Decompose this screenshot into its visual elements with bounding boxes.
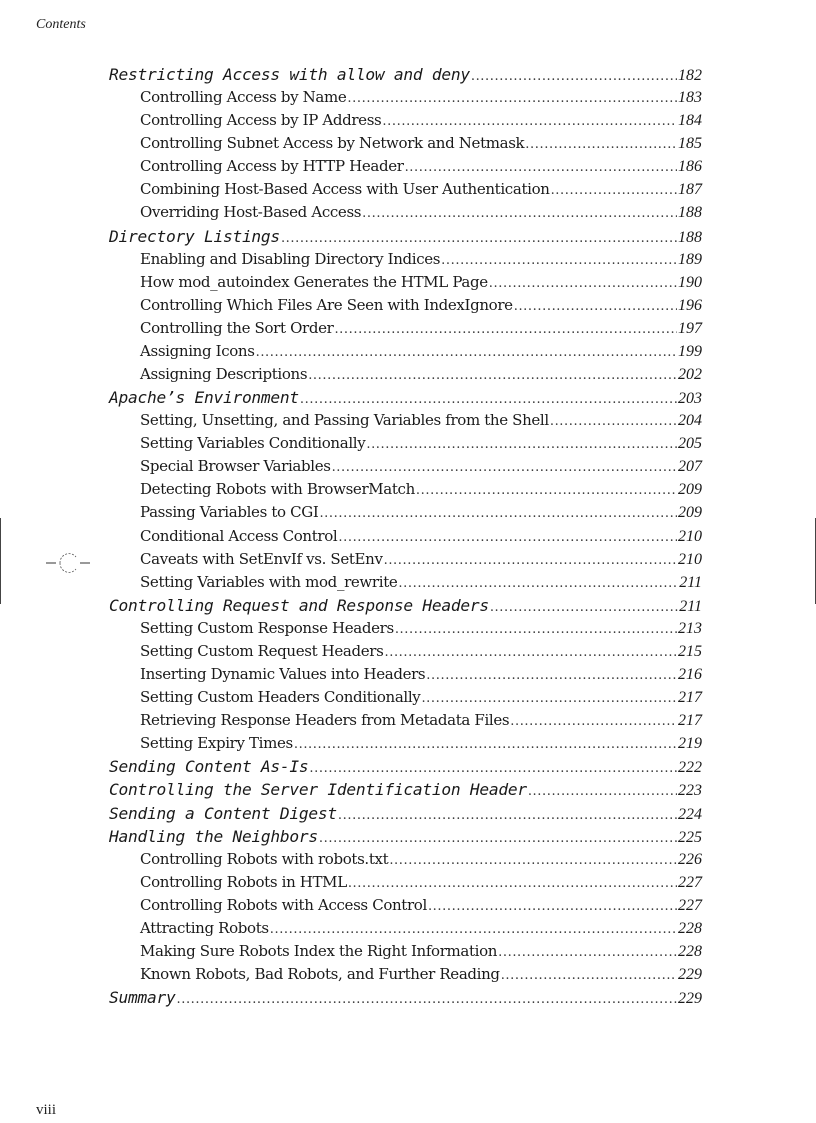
toc-entry-page-number: 227 [678, 873, 702, 891]
toc-subsection-entry [0, 455, 702, 478]
toc-section-entry [0, 63, 702, 86]
toc-entry-page-number: 202 [678, 366, 702, 384]
dot-leader [270, 918, 677, 941]
toc-entry-title: Attracting Robots [140, 918, 269, 937]
toc-subsection-entry [0, 640, 702, 663]
toc-subsection-entry [0, 501, 702, 524]
toc-entry-page-number: 182 [678, 67, 702, 84]
toc-entry-page-number: 204 [678, 412, 702, 430]
toc-entry-page-number: 219 [678, 735, 702, 753]
toc-entry-page-number: 225 [678, 828, 702, 846]
dot-leader [405, 156, 677, 179]
running-head: Contents [36, 17, 86, 32]
toc-entry-title: Directory Listings [109, 226, 280, 246]
toc-entry-title: Setting, Unsetting, and Passing Variables from the Shell [140, 411, 549, 430]
toc-entry-page-number: 203 [678, 390, 702, 408]
toc-entry-title: Setting Expiry Times [140, 734, 293, 753]
toc-entry-title: How mod_autoindex Generates the HTML Page [140, 272, 488, 291]
toc-subsection-entry [0, 663, 702, 686]
toc-entry-page-number: 227 [678, 896, 702, 914]
toc-subsection-entry [0, 201, 702, 224]
toc-entry-title: Apache’s Environment [109, 388, 299, 408]
toc-entry-title: Controlling Robots with robots.txt [140, 849, 389, 868]
toc-entry-page-number: 226 [678, 850, 702, 868]
dot-leader [501, 964, 677, 987]
toc-entry-title: Detecting Robots with BrowserMatch [140, 480, 415, 499]
toc-subsection-entry [0, 848, 702, 871]
dot-leader [176, 988, 677, 1011]
table-of-contents [0, 63, 816, 1009]
dot-leader [308, 364, 677, 387]
toc-section-entry [0, 802, 702, 825]
dot-leader [347, 87, 677, 110]
toc-entry-page-number: 184 [678, 112, 702, 130]
dot-leader [525, 133, 677, 156]
toc-subsection-entry [0, 294, 702, 317]
dot-leader [384, 641, 677, 664]
dot-leader [256, 341, 677, 364]
toc-subsection-entry [0, 271, 702, 294]
toc-entry-page-number: 187 [678, 181, 702, 199]
toc-subsection-entry [0, 432, 702, 455]
toc-entry-page-number: 211 [679, 597, 702, 615]
dot-leader [528, 780, 677, 803]
toc-entry-page-number: 210 [678, 550, 702, 568]
toc-entry-page-number: 228 [678, 942, 702, 960]
toc-entry-title: Passing Variables to CGI [140, 503, 319, 522]
toc-entry-title: Controlling Robots in HTML [140, 872, 347, 891]
toc-section-entry [0, 825, 702, 848]
toc-entry-page-number: 207 [678, 458, 702, 476]
toc-entry-page-number: 228 [678, 919, 702, 937]
toc-subsection-entry [0, 871, 702, 894]
toc-entry-title: Sending Content As-Is [109, 757, 309, 777]
toc-section-entry [0, 755, 702, 778]
toc-subsection-entry [0, 248, 702, 271]
toc-subsection-entry [0, 548, 702, 571]
toc-subsection-entry [0, 617, 702, 640]
dot-leader [489, 272, 677, 295]
toc-entry-title: Setting Custom Request Headers [140, 641, 384, 660]
toc-entry-page-number: 222 [678, 759, 702, 777]
dot-leader [281, 227, 677, 250]
dot-leader [550, 410, 677, 433]
toc-subsection-entry [0, 178, 702, 201]
toc-entry-title: Sending a Content Digest [109, 803, 337, 823]
toc-entry-page-number: 215 [678, 642, 702, 660]
toc-entry-page-number: 209 [678, 504, 702, 522]
toc-entry-title: Making Sure Robots Index the Right Information [140, 941, 498, 960]
toc-entry-title: Assigning Descriptions [140, 365, 308, 384]
toc-entry-page-number: 186 [678, 158, 702, 176]
toc-entry-page-number: 196 [678, 296, 702, 314]
toc-entry-title: Combining Host-Based Access with User Authentication [140, 180, 550, 199]
toc-entry-page-number: 199 [678, 342, 702, 360]
toc-entry-title: Controlling Robots with Access Control [140, 895, 427, 914]
dot-leader [416, 479, 677, 502]
toc-entry-title: Known Robots, Bad Robots, and Further Reading [140, 965, 500, 984]
toc-subsection-entry [0, 109, 702, 132]
toc-entry-title: Assigning Icons [140, 341, 255, 360]
toc-entry-page-number: 188 [678, 204, 702, 222]
toc-subsection-entry [0, 709, 702, 732]
dot-leader [490, 596, 678, 619]
toc-entry-title: Caveats with SetEnvIf vs. SetEnv [140, 549, 383, 568]
toc-entry-title: Controlling Access by IP Address [140, 111, 382, 130]
toc-entry-title: Controlling the Server Identification Header [109, 780, 527, 800]
toc-section-entry [0, 225, 702, 248]
toc-subsection-entry [0, 571, 702, 594]
toc-subsection-entry [0, 525, 702, 548]
dot-leader [510, 710, 677, 733]
toc-subsection-entry [0, 317, 702, 340]
toc-entry-page-number: 211 [679, 573, 702, 591]
dot-leader [319, 827, 677, 850]
dot-leader [338, 804, 677, 827]
toc-subsection-entry [0, 132, 702, 155]
toc-entry-title: Controlling the Sort Order [140, 318, 334, 337]
toc-entry-page-number: 197 [678, 319, 702, 337]
toc-entry-page-number: 224 [678, 805, 702, 823]
toc-entry-title: Retrieving Response Headers from Metadata Files [140, 711, 510, 730]
toc-entry-page-number: 213 [678, 619, 702, 637]
dot-leader [389, 849, 677, 872]
toc-entry-title: Overriding Host-Based Access [140, 203, 362, 222]
dot-leader [471, 65, 677, 88]
toc-entry-title: Handling the Neighbors [109, 826, 318, 846]
toc-subsection-entry [0, 409, 702, 432]
toc-entry-page-number: 188 [678, 228, 702, 246]
toc-entry-title: Summary [109, 988, 176, 1008]
toc-entry-page-number: 209 [678, 481, 702, 499]
toc-entry-page-number: 210 [678, 527, 702, 545]
dot-leader [384, 549, 677, 572]
dot-leader [334, 318, 677, 341]
toc-entry-title: Conditional Access Control [140, 526, 338, 545]
toc-entry-page-number: 205 [678, 435, 702, 453]
toc-entry-page-number: 185 [678, 135, 702, 153]
toc-entry-page-number: 217 [678, 689, 702, 707]
dot-leader [398, 572, 678, 595]
toc-section-entry [0, 594, 702, 617]
dot-leader [332, 456, 677, 479]
dot-leader [426, 664, 677, 687]
toc-entry-title: Enabling and Disabling Directory Indices [140, 249, 441, 268]
dot-leader [498, 941, 677, 964]
dot-leader [428, 895, 677, 918]
toc-entry-title: Setting Variables with mod_rewrite [140, 572, 398, 591]
toc-entry-title: Controlling Request and Response Headers [109, 595, 489, 615]
dot-leader [338, 526, 677, 549]
toc-entry-page-number: 183 [678, 89, 702, 107]
dot-leader [382, 110, 677, 133]
toc-section-entry [0, 778, 702, 801]
dot-leader [421, 687, 677, 710]
toc-entry-title: Setting Custom Headers Conditionally [140, 688, 421, 707]
toc-subsection-entry [0, 363, 702, 386]
toc-section-entry [0, 386, 702, 409]
page-number: viii [36, 1102, 57, 1118]
toc-subsection-entry [0, 340, 702, 363]
dot-leader [366, 433, 677, 456]
toc-entry-page-number: 189 [678, 250, 702, 268]
toc-entry-title: Controlling Which Files Are Seen with IndexIgnore [140, 295, 513, 314]
dot-leader [300, 388, 677, 411]
toc-subsection-entry [0, 86, 702, 109]
toc-entry-title: Inserting Dynamic Values into Headers [140, 665, 426, 684]
toc-entry-page-number: 223 [678, 782, 702, 800]
dot-leader [441, 249, 677, 272]
toc-entry-page-number: 229 [678, 990, 702, 1008]
dot-leader [551, 179, 677, 202]
dot-leader [309, 757, 677, 780]
toc-entry-title: Restricting Access with allow and deny [109, 65, 470, 84]
toc-section-entry [0, 986, 702, 1009]
toc-entry-title: Setting Variables Conditionally [140, 434, 366, 453]
toc-subsection-entry [0, 155, 702, 178]
dot-leader [362, 202, 677, 225]
toc-entry-page-number: 216 [678, 666, 702, 684]
toc-entry-title: Controlling Subnet Access by Network and Netmask [140, 134, 525, 153]
toc-entry-title: Special Browser Variables [140, 457, 331, 476]
toc-subsection-entry [0, 732, 702, 755]
dot-leader [294, 733, 677, 756]
toc-entry-title: Setting Custom Response Headers [140, 618, 394, 637]
dot-leader [395, 618, 677, 641]
toc-subsection-entry [0, 963, 702, 986]
toc-entry-title: Controlling Access by HTTP Header [140, 157, 404, 176]
dot-leader [514, 295, 677, 318]
toc-subsection-entry [0, 478, 702, 501]
toc-subsection-entry [0, 894, 702, 917]
toc-entry-page-number: 217 [678, 712, 702, 730]
toc-subsection-entry [0, 917, 702, 940]
toc-entry-title: Controlling Access by Name [140, 88, 347, 107]
toc-entry-page-number: 229 [678, 966, 702, 984]
toc-entry-page-number: 190 [678, 273, 702, 291]
toc-subsection-entry [0, 940, 702, 963]
toc-subsection-entry [0, 686, 702, 709]
dot-leader [319, 502, 677, 525]
dot-leader [348, 872, 677, 895]
